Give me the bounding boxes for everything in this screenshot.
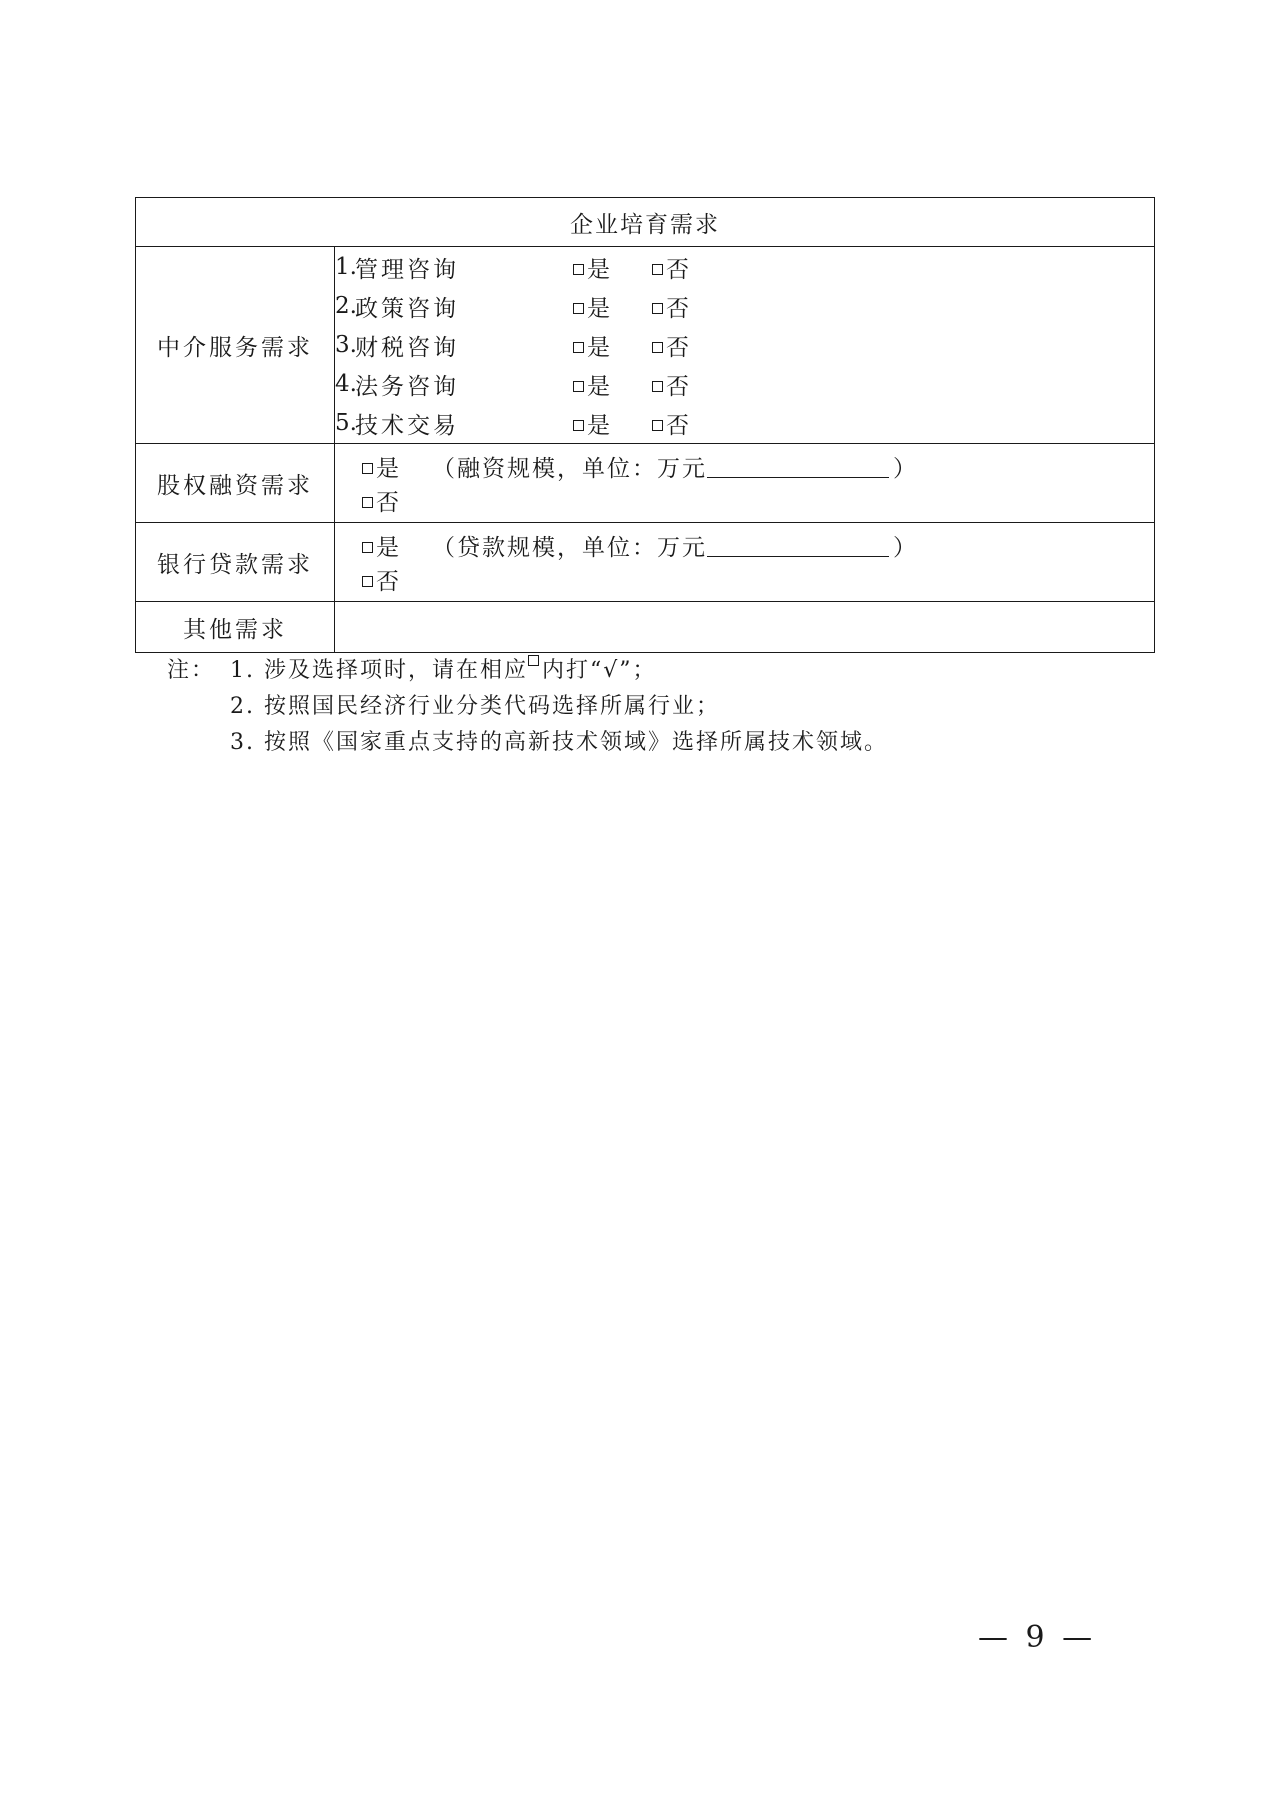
checkbox-icon[interactable] (652, 303, 663, 314)
service-item-number: 2. (335, 293, 357, 319)
notes-section (167, 653, 888, 761)
no-label: 否 (666, 295, 689, 322)
other-needs-label: 其他需求 (136, 602, 335, 653)
yes-label: 是 (587, 334, 610, 361)
checkbox-icon[interactable] (362, 497, 373, 508)
equity-financing-row (136, 444, 1155, 523)
no-option[interactable] (652, 290, 689, 323)
yes-option[interactable] (573, 329, 610, 362)
intermediary-services-label: 中介服务需求 (136, 247, 335, 444)
checkbox-icon[interactable] (573, 381, 584, 392)
yes-option[interactable] (362, 529, 432, 562)
no-option[interactable] (652, 251, 689, 284)
service-item-name: 技术交易 (355, 412, 459, 439)
no-label: 否 (376, 568, 399, 595)
note-text: 涉及选择项时，请在相应 (264, 658, 529, 683)
yes-label: 是 (587, 412, 610, 439)
service-item-number: 3. (335, 332, 357, 358)
yes-option[interactable] (573, 290, 610, 323)
yes-label: 是 (587, 256, 610, 283)
loan-scale-input[interactable] (707, 534, 889, 557)
checkbox-icon[interactable] (652, 420, 663, 431)
service-item (335, 365, 1154, 404)
note-text: 内打“√”； (542, 658, 657, 683)
yes-label: 是 (376, 455, 399, 482)
yes-option[interactable] (573, 368, 610, 401)
service-item (335, 287, 1154, 326)
loan-scale-label: （贷款规模，单位：万元 (432, 534, 707, 561)
checkbox-icon[interactable] (362, 576, 373, 587)
no-label: 否 (666, 412, 689, 439)
table-title: 企业培育需求 (136, 198, 1155, 247)
service-item-number: 4. (335, 371, 357, 397)
no-label: 否 (666, 334, 689, 361)
intermediary-services-row (136, 247, 1155, 444)
bank-loan-row (136, 523, 1155, 602)
checkbox-icon[interactable] (362, 463, 373, 474)
enterprise-cultivation-needs-table (135, 197, 1155, 653)
no-option[interactable] (362, 484, 399, 517)
bank-loan-options (335, 523, 1155, 602)
bank-loan-label: 银行贷款需求 (136, 523, 335, 602)
checkbox-icon[interactable] (652, 381, 663, 392)
note-item (167, 725, 888, 761)
note-number: 1. (230, 658, 255, 683)
page-number: — 9 — (978, 1620, 1097, 1655)
closing-paren: ） (893, 455, 916, 482)
other-needs-input[interactable] (335, 602, 1155, 653)
checkbox-icon[interactable] (573, 303, 584, 314)
other-needs-row (136, 602, 1155, 653)
no-label: 否 (376, 489, 399, 516)
equity-yes-line (362, 449, 1154, 483)
service-item-number: 1. (335, 254, 357, 280)
service-item-name: 法务咨询 (355, 373, 459, 400)
no-option[interactable] (652, 368, 689, 401)
service-item (335, 326, 1154, 365)
service-item-name: 管理咨询 (355, 256, 459, 283)
note-number: 2. (230, 694, 255, 719)
yes-option[interactable] (573, 407, 610, 440)
note-text: 按照国民经济行业分类代码选择所属行业； (264, 694, 721, 719)
no-option[interactable] (652, 407, 689, 440)
yes-option[interactable] (362, 450, 432, 483)
note-item (167, 653, 888, 689)
service-item (335, 248, 1154, 287)
financing-scale-label: （融资规模，单位：万元 (432, 455, 707, 482)
service-item-name: 财税咨询 (355, 334, 459, 361)
checkbox-icon (528, 655, 539, 666)
yes-label: 是 (376, 534, 399, 561)
service-item-name: 政策咨询 (355, 295, 459, 322)
checkbox-icon[interactable] (652, 342, 663, 353)
financing-scale-input[interactable] (707, 455, 889, 478)
yes-option[interactable] (573, 251, 610, 284)
yes-label: 是 (587, 373, 610, 400)
no-label: 否 (666, 373, 689, 400)
note-item (167, 689, 888, 725)
closing-paren: ） (893, 534, 916, 561)
loan-yes-line (362, 528, 1154, 562)
yes-label: 是 (587, 295, 610, 322)
note-text: 按照《国家重点支持的高新技术领域》选择所属技术领域。 (264, 730, 889, 755)
no-option[interactable] (652, 329, 689, 362)
service-item-number: 5. (335, 410, 357, 436)
checkbox-icon[interactable] (652, 264, 663, 275)
checkbox-icon[interactable] (362, 542, 373, 553)
equity-no-line (362, 483, 1154, 517)
loan-no-line (362, 562, 1154, 596)
service-item (335, 404, 1154, 443)
table-header-row (136, 198, 1155, 247)
equity-financing-label: 股权融资需求 (136, 444, 335, 523)
note-number: 3. (230, 730, 255, 755)
checkbox-icon[interactable] (573, 264, 584, 275)
checkbox-icon[interactable] (573, 342, 584, 353)
notes-prefix: 注： (167, 658, 216, 683)
equity-financing-options (335, 444, 1155, 523)
checkbox-icon[interactable] (573, 420, 584, 431)
no-option[interactable] (362, 563, 399, 596)
no-label: 否 (666, 256, 689, 283)
intermediary-services-options (335, 247, 1155, 444)
